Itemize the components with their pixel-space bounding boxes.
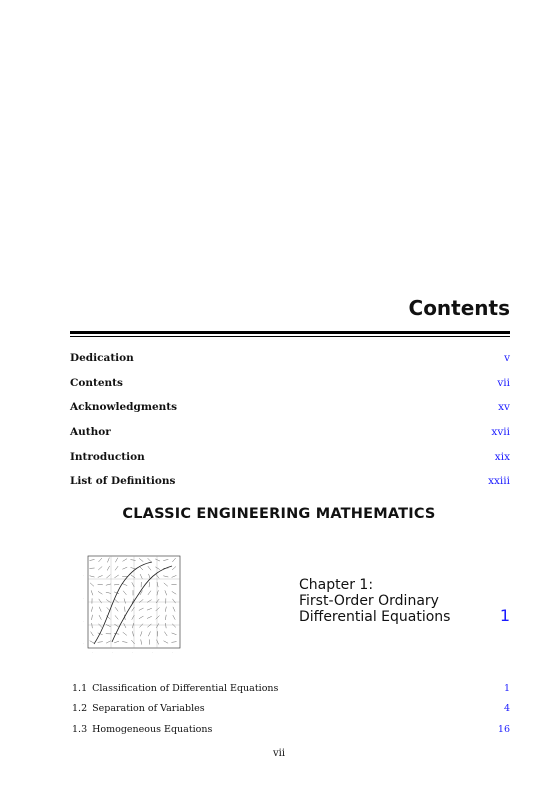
page-number: vii — [272, 748, 286, 759]
section-title: Classification of Differential Equations — [92, 682, 279, 694]
page-title: Contents — [408, 296, 510, 320]
section-title: Separation of Variables — [92, 703, 205, 715]
toc-entry-page-link[interactable]: xv — [498, 401, 510, 414]
svg-text:·: · — [83, 641, 84, 645]
section-title: Homogeneous Equations — [92, 723, 213, 735]
section-number: 1.2 — [72, 703, 88, 715]
section-page-link[interactable]: 16 — [497, 723, 510, 735]
toc-entry-dedication[interactable] — [70, 346, 510, 371]
svg-text:·: · — [92, 650, 93, 654]
svg-text:·: · — [83, 596, 84, 600]
chapter-heading[interactable] — [299, 577, 450, 625]
toc-entry-page-link[interactable]: xxiii — [488, 475, 510, 488]
section-number: 1.1 — [72, 682, 88, 694]
toc-entry-author[interactable] — [70, 420, 510, 445]
svg-text:·: · — [112, 650, 113, 654]
chapter-title-line: First-Order Ordinary — [299, 593, 439, 609]
title-rule-thick — [70, 331, 510, 334]
part-title: CLASSIC ENGINEERING MATHEMATICS — [122, 506, 436, 522]
toc-entry-page-link[interactable]: v — [504, 352, 510, 365]
svg-text:·: · — [83, 573, 84, 577]
section-entry[interactable] — [72, 699, 510, 720]
chapter-label: Chapter 1: — [299, 577, 374, 593]
section-number: 1.3 — [72, 723, 88, 735]
toc-entry-label: Contents — [70, 376, 123, 389]
toc-entry-page-link[interactable]: xix — [494, 450, 510, 463]
section-page-link[interactable]: 1 — [503, 682, 510, 694]
toc-entry-list-of-definitions[interactable] — [70, 469, 510, 494]
toc-entry-label: Introduction — [70, 450, 145, 463]
section-entry[interactable] — [72, 678, 510, 699]
toc-entry-contents[interactable] — [70, 371, 510, 396]
section-page-link[interactable]: 4 — [503, 703, 510, 715]
toc-entry-label: Author — [70, 426, 111, 439]
svg-text:·: · — [172, 650, 173, 654]
toc-entry-acknowledgments[interactable] — [70, 395, 510, 420]
front-matter-list — [70, 346, 510, 494]
svg-text:·: · — [83, 619, 84, 623]
section-list — [72, 678, 510, 740]
svg-text:·: · — [132, 650, 133, 654]
toc-entry-label: List of Definitions — [70, 475, 176, 488]
toc-entry-page-link[interactable]: xvii — [491, 426, 510, 439]
svg-text:·: · — [152, 650, 153, 654]
direction-field-plot-icon — [82, 554, 182, 658]
chapter-title-line: Differential Equations — [299, 609, 451, 625]
title-rule-thin — [70, 336, 510, 337]
section-entry[interactable] — [72, 719, 510, 740]
toc-entry-page-link[interactable]: vii — [497, 376, 510, 389]
chapter-page-link[interactable]: 1 — [499, 606, 510, 625]
toc-entry-introduction[interactable] — [70, 444, 510, 469]
toc-entry-label: Acknowledgments — [70, 401, 178, 414]
toc-entry-label: Dedication — [70, 352, 134, 365]
